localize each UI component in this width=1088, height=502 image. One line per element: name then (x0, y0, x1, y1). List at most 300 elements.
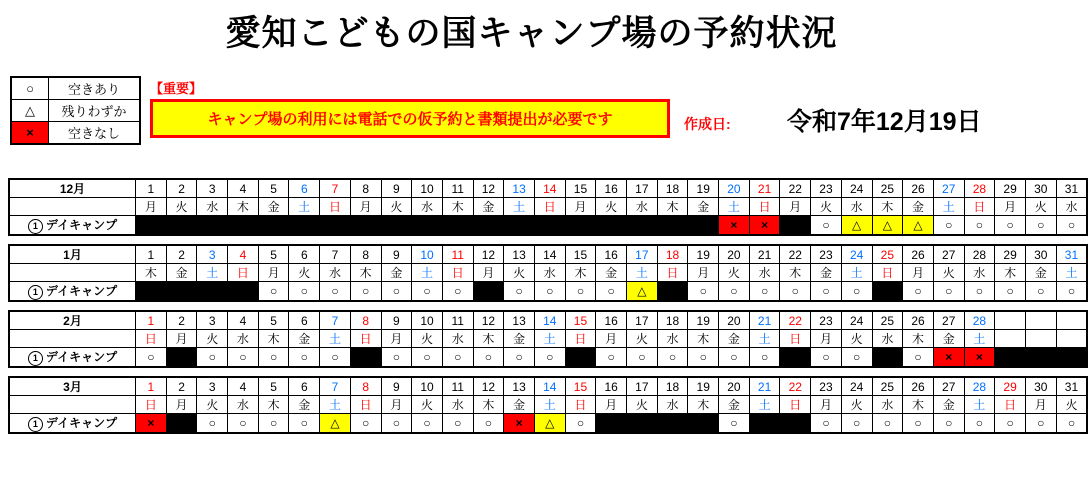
weekday-cell: 木 (473, 330, 504, 348)
month-name: 1月 (9, 245, 136, 264)
day-number-cell: 20 (719, 377, 750, 396)
availability-cell[interactable]: △ (534, 414, 565, 434)
weekday-cell: 月 (811, 396, 842, 414)
availability-cell[interactable]: ○ (1025, 414, 1056, 434)
availability-cell[interactable]: ○ (442, 282, 473, 302)
legend-row (11, 100, 140, 122)
day-number-cell: 8 (350, 377, 381, 396)
weekday-cell: 日 (534, 198, 565, 216)
availability-cell[interactable]: ○ (534, 348, 565, 368)
made-on-date: 令和7年12月19日 (787, 108, 982, 136)
day-number-cell: 23 (811, 179, 842, 198)
weekday-cell: 月 (166, 330, 197, 348)
month-name-spacer (9, 198, 136, 216)
availability-cell[interactable]: ○ (627, 348, 658, 368)
day-number-cell: 21 (749, 245, 780, 264)
availability-cell[interactable]: ○ (197, 414, 228, 434)
weekday-cell: 木 (136, 264, 167, 282)
weekday-cell: 月 (688, 264, 719, 282)
day-number-cell: 27 (933, 377, 964, 396)
availability-cell[interactable]: ○ (719, 282, 750, 302)
availability-cell[interactable] (565, 216, 596, 236)
availability-cell[interactable] (442, 216, 473, 236)
availability-cell[interactable]: ○ (719, 414, 750, 434)
day-number-cell: 12 (473, 245, 504, 264)
day-number-cell: 5 (258, 179, 289, 198)
availability-cell[interactable]: ○ (903, 414, 934, 434)
legend-symbol-x: × (11, 122, 49, 145)
availability-cell[interactable] (749, 414, 780, 434)
day-number-cell: 15 (565, 377, 596, 396)
availability-cell[interactable]: ○ (381, 414, 412, 434)
weekday-cell: 月 (903, 264, 934, 282)
day-number-cell: 18 (657, 377, 688, 396)
availability-cell[interactable]: ○ (719, 348, 750, 368)
weekday-cell: 土 (504, 198, 535, 216)
weekday-cell: 月 (811, 330, 842, 348)
legend-table (10, 76, 141, 145)
weekday-cell: 金 (811, 264, 842, 282)
availability-cell[interactable]: ○ (381, 282, 412, 302)
day-number-cell: 9 (381, 179, 412, 198)
month-block (8, 178, 1079, 236)
weekday-cell: 土 (320, 330, 351, 348)
day-number-cell: 22 (780, 377, 811, 396)
availability-cell[interactable] (596, 216, 627, 236)
day-number-cell: 6 (289, 377, 320, 396)
day-number-cell: 12 (473, 311, 504, 330)
availability-cell[interactable]: ○ (565, 282, 596, 302)
weekday-cell: 金 (719, 396, 750, 414)
day-number-cell: 2 (166, 245, 197, 264)
availability-cell[interactable]: ○ (228, 348, 259, 368)
availability-cell[interactable]: ○ (811, 348, 842, 368)
day-number-cell: 24 (841, 377, 872, 396)
availability-cell[interactable] (381, 216, 412, 236)
weekday-cell: 土 (320, 396, 351, 414)
day-number-cell: 22 (780, 245, 811, 264)
weekday-cell: 火 (719, 264, 750, 282)
row-label (9, 282, 136, 302)
weekday-cell: 水 (627, 198, 658, 216)
weekday-cell: 木 (473, 396, 504, 414)
weekday-cell: 金 (504, 396, 535, 414)
weekday-cell: 木 (780, 264, 811, 282)
availability-cell[interactable] (136, 282, 167, 302)
availability-cell[interactable] (596, 414, 627, 434)
availability-cell[interactable]: ○ (872, 414, 903, 434)
weekday-cell: 金 (688, 198, 719, 216)
availability-cell[interactable] (1056, 348, 1087, 368)
day-number-cell: 10 (412, 377, 443, 396)
availability-cell[interactable] (872, 282, 903, 302)
availability-cell[interactable]: ○ (320, 282, 351, 302)
weekday-cell: 金 (903, 198, 934, 216)
legend-symbol-triangle: △ (11, 100, 49, 122)
availability-cell[interactable] (197, 282, 228, 302)
availability-cell[interactable] (136, 216, 167, 236)
weekday-cell: 水 (442, 396, 473, 414)
day-number-cell: 24 (841, 179, 872, 198)
availability-cell[interactable]: ○ (1056, 216, 1087, 236)
row-label (9, 348, 136, 368)
day-number-cell: 10 (412, 179, 443, 198)
availability-cell[interactable]: ○ (811, 282, 842, 302)
availability-cell[interactable] (166, 414, 197, 434)
availability-cell[interactable] (166, 282, 197, 302)
availability-cell[interactable]: × (933, 348, 964, 368)
row-label-text: デイキャンプ (45, 350, 118, 364)
availability-cell[interactable]: × (749, 216, 780, 236)
weekday-cell: 月 (166, 396, 197, 414)
weekday-cell: 金 (258, 198, 289, 216)
weekday-cell: 水 (228, 396, 259, 414)
weekday-cell: 火 (627, 330, 658, 348)
availability-cell[interactable] (657, 414, 688, 434)
availability-cell[interactable] (258, 216, 289, 236)
availability-cell[interactable]: ○ (258, 282, 289, 302)
availability-cell[interactable]: × (504, 414, 535, 434)
day-number-cell: 9 (381, 245, 412, 264)
weekday-cell: 火 (841, 396, 872, 414)
availability-cell[interactable]: ○ (964, 216, 995, 236)
availability-cell[interactable]: ○ (504, 348, 535, 368)
availability-cell[interactable] (166, 348, 197, 368)
weekday-cell: 月 (780, 198, 811, 216)
weekday-cell (1025, 330, 1056, 348)
weekday-cell: 木 (258, 396, 289, 414)
weekday-cell: 月 (381, 396, 412, 414)
made-on-label: 作成日: (684, 116, 731, 132)
legend-symbol-o: ○ (11, 77, 49, 100)
weekday-cell: 水 (228, 330, 259, 348)
month-name: 12月 (9, 179, 136, 198)
day-number-cell: 4 (228, 245, 259, 264)
weekday-cell: 火 (289, 264, 320, 282)
weekday-cell: 日 (657, 264, 688, 282)
availability-cell[interactable]: ○ (565, 414, 596, 434)
availability-cell[interactable]: ○ (933, 414, 964, 434)
day-number-cell: 30 (1025, 377, 1056, 396)
weekday-cell: 木 (565, 264, 596, 282)
availability-cell[interactable] (565, 348, 596, 368)
day-number-cell: 11 (442, 245, 473, 264)
availability-cell[interactable]: ○ (841, 414, 872, 434)
weekday-cell: 火 (504, 264, 535, 282)
weekday-cell: 月 (995, 198, 1026, 216)
weekday-row (9, 330, 1087, 348)
availability-cell[interactable]: ○ (412, 414, 443, 434)
availability-cell[interactable]: ○ (289, 348, 320, 368)
day-number-cell: 26 (903, 179, 934, 198)
availability-cell[interactable]: ○ (780, 282, 811, 302)
weekday-cell: 日 (442, 264, 473, 282)
availability-cell[interactable]: △ (872, 216, 903, 236)
day-number-cell: 30 (1025, 245, 1056, 264)
availability-cell[interactable] (473, 282, 504, 302)
availability-cell[interactable]: ○ (320, 348, 351, 368)
day-number-cell: 26 (903, 377, 934, 396)
day-number-cell: 27 (933, 179, 964, 198)
day-number-cell: 17 (627, 311, 658, 330)
weekday-cell: 水 (872, 330, 903, 348)
weekday-cell: 火 (627, 396, 658, 414)
availability-cell[interactable]: ○ (841, 348, 872, 368)
weekday-cell: 火 (197, 396, 228, 414)
availability-cell[interactable]: ○ (1056, 282, 1087, 302)
legend-label-triangle: 残りわずか (49, 100, 141, 122)
availability-cell[interactable]: ○ (412, 282, 443, 302)
day-number-cell: 17 (627, 179, 658, 198)
availability-cell[interactable]: ○ (688, 348, 719, 368)
availability-cell[interactable] (780, 348, 811, 368)
availability-cell[interactable] (197, 216, 228, 236)
weekday-cell: 土 (964, 396, 995, 414)
day-number-cell: 2 (166, 179, 197, 198)
availability-cell[interactable] (780, 414, 811, 434)
availability-cell[interactable] (1025, 348, 1056, 368)
availability-cell[interactable]: ○ (534, 282, 565, 302)
availability-cell[interactable]: ○ (749, 282, 780, 302)
day-number-cell: 3 (197, 377, 228, 396)
availability-cell[interactable]: ○ (688, 282, 719, 302)
availability-cell[interactable]: ○ (596, 282, 627, 302)
availability-cell[interactable] (350, 348, 381, 368)
availability-cell[interactable]: ○ (504, 282, 535, 302)
weekday-cell: 金 (289, 396, 320, 414)
month-table (8, 310, 1088, 368)
weekday-cell: 日 (320, 198, 351, 216)
availability-cell[interactable]: ○ (350, 414, 381, 434)
day-number-cell: 2 (166, 377, 197, 396)
day-number-row (9, 245, 1087, 264)
availability-cell[interactable]: ○ (473, 348, 504, 368)
availability-cell[interactable]: ○ (412, 348, 443, 368)
availability-row (9, 282, 1087, 302)
availability-cell[interactable]: △ (320, 414, 351, 434)
availability-cell[interactable]: ○ (964, 282, 995, 302)
availability-cell[interactable] (995, 348, 1026, 368)
weekday-cell: 水 (749, 264, 780, 282)
weekday-cell: 金 (289, 330, 320, 348)
weekday-cell: 日 (995, 396, 1026, 414)
weekday-cell: 土 (197, 264, 228, 282)
availability-cell[interactable] (166, 216, 197, 236)
day-number-cell: 19 (688, 245, 719, 264)
availability-cell[interactable]: ○ (811, 216, 842, 236)
day-number-cell: 12 (473, 377, 504, 396)
day-number-cell (995, 311, 1026, 330)
availability-cell[interactable] (872, 348, 903, 368)
availability-cell[interactable]: ○ (197, 348, 228, 368)
availability-cell[interactable]: × (136, 414, 167, 434)
availability-cell[interactable]: ○ (596, 348, 627, 368)
availability-cell[interactable] (534, 216, 565, 236)
day-number-cell: 7 (320, 311, 351, 330)
availability-cell[interactable]: ○ (903, 282, 934, 302)
day-number-cell: 18 (657, 179, 688, 198)
availability-cell[interactable]: △ (903, 216, 934, 236)
day-number-cell: 5 (258, 377, 289, 396)
availability-cell[interactable] (289, 216, 320, 236)
weekday-cell: 火 (933, 264, 964, 282)
weekday-cell: 日 (964, 198, 995, 216)
weekday-cell: 木 (903, 396, 934, 414)
day-number-cell: 18 (657, 311, 688, 330)
day-number-cell: 24 (841, 311, 872, 330)
day-number-cell: 16 (596, 245, 627, 264)
availability-cell[interactable] (657, 282, 688, 302)
availability-cell[interactable] (228, 282, 259, 302)
day-number-cell: 14 (534, 377, 565, 396)
availability-cell[interactable] (228, 216, 259, 236)
availability-cell[interactable]: ○ (811, 414, 842, 434)
day-number-cell: 9 (381, 377, 412, 396)
availability-cell[interactable]: △ (627, 282, 658, 302)
day-number-cell: 20 (719, 311, 750, 330)
day-number-cell: 1 (136, 179, 167, 198)
availability-cell[interactable] (688, 216, 719, 236)
availability-cell[interactable]: ○ (258, 348, 289, 368)
weekday-cell: 火 (412, 330, 443, 348)
day-number-cell: 29 (995, 245, 1026, 264)
availability-cell[interactable] (320, 216, 351, 236)
availability-cell[interactable]: ○ (442, 348, 473, 368)
day-number-cell: 4 (228, 311, 259, 330)
weekday-cell: 月 (1025, 396, 1056, 414)
availability-cell[interactable] (657, 216, 688, 236)
day-number-cell: 29 (995, 179, 1026, 198)
day-number-cell: 6 (289, 179, 320, 198)
availability-cell[interactable]: ○ (258, 414, 289, 434)
weekday-cell: 日 (350, 330, 381, 348)
availability-cell[interactable]: ○ (657, 348, 688, 368)
weekday-cell: 火 (811, 198, 842, 216)
notice-block (150, 78, 670, 138)
weekday-cell: 日 (136, 396, 167, 414)
weekday-cell: 水 (197, 198, 228, 216)
availability-cell[interactable]: ○ (350, 282, 381, 302)
availability-cell[interactable]: ○ (1056, 414, 1087, 434)
availability-cell[interactable]: ○ (381, 348, 412, 368)
weekday-cell: 水 (657, 330, 688, 348)
weekday-cell: 金 (933, 396, 964, 414)
day-number-cell: 27 (933, 311, 964, 330)
row-number-badge: 1 (28, 351, 43, 366)
weekday-cell: 日 (780, 396, 811, 414)
weekday-cell: 火 (841, 330, 872, 348)
weekday-cell: 日 (228, 264, 259, 282)
day-number-cell: 28 (964, 311, 995, 330)
day-number-cell: 6 (289, 311, 320, 330)
weekday-cell: 水 (872, 396, 903, 414)
availability-cell[interactable]: ○ (933, 282, 964, 302)
availability-cell[interactable]: × (964, 348, 995, 368)
day-number-cell: 28 (964, 179, 995, 198)
availability-cell[interactable]: ○ (289, 282, 320, 302)
availability-cell[interactable]: ○ (442, 414, 473, 434)
day-number-cell: 3 (197, 245, 228, 264)
availability-cell[interactable] (412, 216, 443, 236)
weekday-cell: 木 (657, 198, 688, 216)
availability-cell[interactable]: ○ (228, 414, 259, 434)
weekday-cell: 火 (412, 396, 443, 414)
legend-label-x: 空きなし (49, 122, 141, 145)
availability-cell[interactable]: ○ (995, 282, 1026, 302)
weekday-cell: 日 (565, 396, 596, 414)
availability-cell[interactable] (504, 216, 535, 236)
availability-cell[interactable]: ○ (473, 414, 504, 434)
availability-cell[interactable]: ○ (289, 414, 320, 434)
availability-cell[interactable]: ○ (995, 414, 1026, 434)
weekday-cell: 金 (166, 264, 197, 282)
day-number-cell: 29 (995, 377, 1026, 396)
day-number-cell: 8 (350, 245, 381, 264)
weekday-cell: 土 (534, 396, 565, 414)
month-table (8, 244, 1088, 302)
availability-cell[interactable]: △ (841, 216, 872, 236)
day-number-cell: 6 (289, 245, 320, 264)
availability-cell[interactable]: ○ (903, 348, 934, 368)
weekday-cell: 水 (534, 264, 565, 282)
day-number-cell: 23 (811, 245, 842, 264)
day-number-cell: 7 (320, 377, 351, 396)
weekday-cell: 火 (596, 198, 627, 216)
month-name-spacer (9, 264, 136, 282)
row-number-badge: 1 (28, 285, 43, 300)
availability-cell[interactable]: ○ (841, 282, 872, 302)
day-number-cell: 9 (381, 311, 412, 330)
day-number-cell: 14 (534, 311, 565, 330)
availability-cell[interactable] (627, 414, 658, 434)
availability-cell[interactable]: ○ (136, 348, 167, 368)
day-number-cell: 11 (442, 377, 473, 396)
weekday-cell: 日 (565, 330, 596, 348)
availability-cell[interactable]: × (719, 216, 750, 236)
weekday-cell: 土 (749, 330, 780, 348)
day-number-cell: 15 (565, 245, 596, 264)
availability-cell[interactable] (780, 216, 811, 236)
availability-cell[interactable] (688, 414, 719, 434)
day-number-cell: 1 (136, 245, 167, 264)
row-number-badge: 1 (28, 417, 43, 432)
day-number-cell: 23 (811, 311, 842, 330)
availability-cell[interactable]: ○ (749, 348, 780, 368)
availability-cell[interactable] (350, 216, 381, 236)
availability-cell[interactable]: ○ (995, 216, 1026, 236)
weekday-cell: 金 (473, 198, 504, 216)
availability-cell[interactable] (627, 216, 658, 236)
availability-cell[interactable] (473, 216, 504, 236)
weekday-cell: 月 (350, 198, 381, 216)
day-number-cell: 24 (841, 245, 872, 264)
weekday-cell: 木 (350, 264, 381, 282)
availability-cell[interactable]: ○ (964, 414, 995, 434)
month-name-spacer (9, 396, 136, 414)
day-number-cell (1025, 311, 1056, 330)
weekday-cell: 水 (442, 330, 473, 348)
weekday-cell: 火 (1056, 396, 1087, 414)
day-number-cell: 12 (473, 179, 504, 198)
day-number-cell: 28 (964, 245, 995, 264)
availability-cell[interactable]: ○ (933, 216, 964, 236)
day-number-cell: 25 (872, 179, 903, 198)
day-number-row (9, 311, 1087, 330)
day-number-cell: 8 (350, 311, 381, 330)
availability-cell[interactable]: ○ (1025, 216, 1056, 236)
availability-cell[interactable]: ○ (1025, 282, 1056, 302)
weekday-cell: 火 (166, 198, 197, 216)
